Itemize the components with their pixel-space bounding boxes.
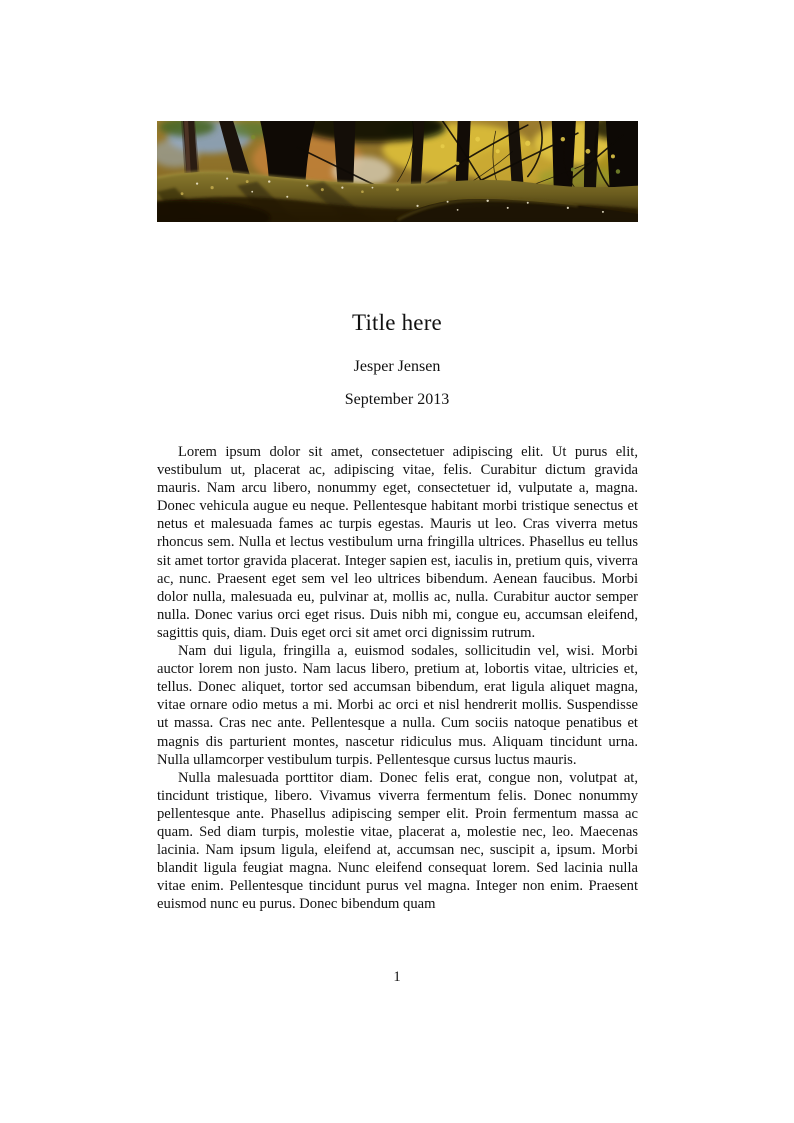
document-title: Title here <box>352 310 442 335</box>
body-paragraph: Nam dui ligula, fringilla a, euismod sodales, sollicitudin vel, wisi. Morbi auctor lorem non justo. Nam lacus libero, pretium at, lobortis vitae, ultricies et, tellus. Donec aliquet, tortor sed accumsan bibendum, erat ligula aliquet magna, vitae ornare odio metus a mi. Morbi ac orci et nisl hendrerit mollis. Suspendisse ut massa. Cras nec ante. Pellentesque a nulla. Cum sociis natoque penatibus et magnis dis parturient montes, nascetur ridiculus mus. Aliquam tincidunt urna. Nulla ullamcorper vestibulum turpis. Pellentesque cursus luctus mauris. <box>157 643 638 768</box>
document-date: September 2013 <box>344 391 450 408</box>
forest-banner-image <box>157 121 638 222</box>
forest-scene-graphic <box>157 121 638 222</box>
page-number: 1 <box>393 969 401 985</box>
body-paragraph: Nulla malesuada porttitor diam. Donec felis erat, congue non, volutpat at, tincidunt tristique, libero. Vivamus viverra fermentum felis. Donec nonummy pellentesque ante. Phasellus adipiscing semper elit. Proin fermentum massa ac quam. Sed diam turpis, molestie vitae, placerat a, molestie nec, leo. Maecenas lacinia. Nam ipsum ligula, eleifend at, accumsan nec, suscipit a, ipsum. Morbi blandit ligula feugiat magna. Nunc eleifend consequat lorem. Sed lacinia nulla vitae enim. Pellentesque tincidunt purus vel magna. Integer non enim. Praesent euismod nunc eu purus. Donec bibendum quam <box>157 769 638 913</box>
author-name: Jesper Jensen <box>353 358 441 375</box>
document-body <box>157 443 638 913</box>
body-paragraph: Lorem ipsum dolor sit amet, consectetuer adipiscing elit. Ut purus elit, vestibulum ut, placerat ac, adipiscing vitae, felis. Curabitur dictum gravida mauris. Nam arcu libero, nonummy eget, consectetuer id, vulputate a, magna. Donec vehicula augue eu neque. Pellentesque habitant morbi tristique senectus et netus et malesuada fames ac turpis egestas. Mauris ut leo. Cras viverra metus rhoncus sem. Nulla et lectus vestibulum urna fringilla ultrices. Phasellus eu tellus sit amet tortor gravida placerat. Integer sapien est, iaculis in, pretium quis, viverra ac, nunc. Praesent eget sem vel leo ultrices bibendum. Aenean faucibus. Morbi dolor nulla, malesuada eu, pulvinar at, mollis ac, nulla. Curabitur auctor semper nulla. Donec varius orci eget risus. Duis nibh mi, congue eu, accumsan eleifend, sagittis quis, diam. Duis eget orci sit amet orci dignissim rutrum. <box>157 444 638 641</box>
